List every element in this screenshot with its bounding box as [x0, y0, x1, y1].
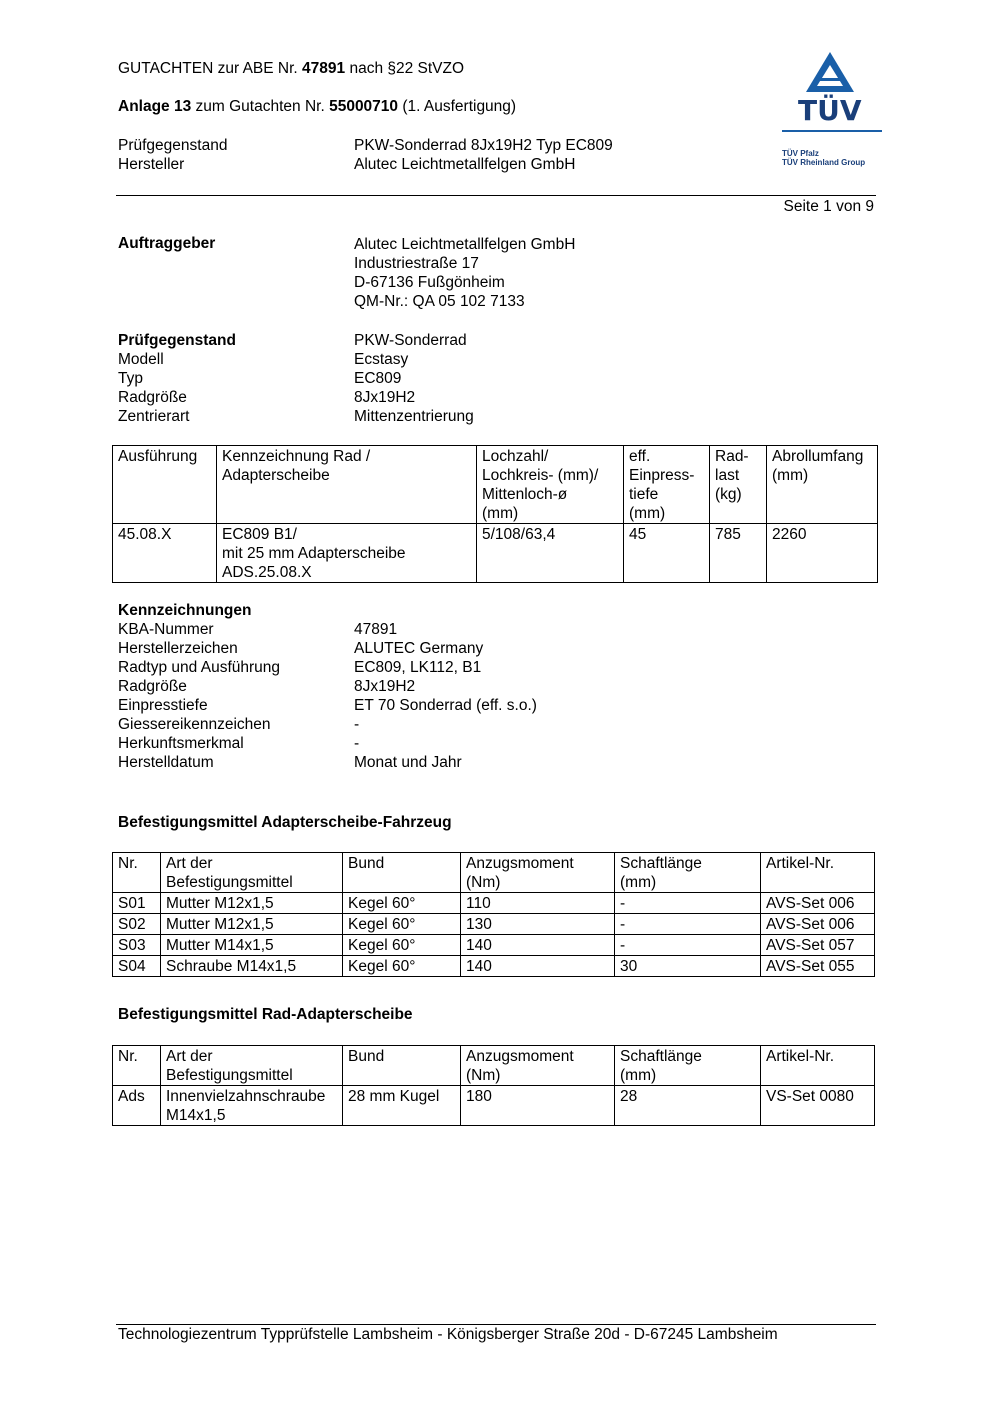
table-header-cell: Schaftlänge (mm): [615, 1046, 761, 1086]
field-value: -: [354, 716, 360, 733]
auftraggeber-address: [354, 235, 575, 311]
field-label: KBA-Nummer: [118, 621, 214, 638]
table-header-cell: Bund: [343, 853, 461, 893]
footer-address: Technologiezentrum Typprüfstelle Lambsheim - Königsberger Straße 20d - D-67245 Lambsheim: [118, 1326, 778, 1343]
table-header-cell: eff. Einpress- tiefe (mm): [624, 446, 710, 524]
table-header-cell: Kennzeichnung Rad / Adapterscheibe: [217, 446, 477, 524]
table-header-cell: Nr.: [113, 1046, 161, 1086]
logo-divider: [782, 130, 882, 132]
table-cell: Kegel 60°: [343, 935, 461, 956]
address-line: D-67136 Fußgönheim: [354, 274, 505, 291]
table-header-cell: Abrollumfang (mm): [767, 446, 878, 524]
table-cell: Kegel 60°: [343, 893, 461, 914]
pruefgegenstand-label: Prüfgegenstand: [118, 332, 236, 349]
field-value: 47891: [354, 621, 398, 638]
ausfuehrung-table: [112, 445, 878, 583]
table-cell: Mutter M12x1,5: [161, 914, 343, 935]
table-row: [113, 524, 878, 583]
address-line: Alutec Leichtmetallfelgen GmbH: [354, 236, 576, 253]
tuev-logo: [780, 48, 882, 172]
table-row: [113, 914, 875, 935]
table-cell: 180: [461, 1086, 615, 1126]
table-cell: 28 mm Kugel: [343, 1086, 461, 1126]
table-header-cell: Anzugsmoment (Nm): [461, 1046, 615, 1086]
table-cell: -: [615, 935, 761, 956]
header-divider: [116, 195, 876, 196]
table-cell: 140: [461, 935, 615, 956]
table-cell: 45.08.X: [113, 524, 217, 583]
kennzeichnungen-title: Kennzeichnungen: [118, 602, 252, 619]
table-header-cell: Artikel-Nr.: [761, 1046, 875, 1086]
table-header-cell: Nr.: [113, 853, 161, 893]
table-row: [113, 956, 875, 977]
field-label: Herstellerzeichen: [118, 640, 238, 657]
table-header-cell: Bund: [343, 1046, 461, 1086]
table-cell: S01: [113, 893, 161, 914]
header-hersteller-label: Hersteller: [118, 156, 185, 173]
document-title: GUTACHTEN zur ABE Nr. 47891 nach §22 StVZO: [118, 60, 465, 77]
table-cell: Kegel 60°: [343, 956, 461, 977]
table-cell: 140: [461, 956, 615, 977]
table-cell: S02: [113, 914, 161, 935]
table-header-cell: Schaftlänge (mm): [615, 853, 761, 893]
table-cell: AVS-Set 006: [761, 893, 875, 914]
table-cell: Mutter M14x1,5: [161, 935, 343, 956]
table-cell: -: [615, 893, 761, 914]
footer-divider: [116, 1324, 876, 1325]
attachment-line: Anlage 13 zum Gutachten Nr. 55000710 (1. Ausfertigung): [118, 98, 517, 115]
table-cell: Kegel 60°: [343, 914, 461, 935]
table-cell: 5/108/63,4: [477, 524, 624, 583]
table-cell: AVS-Set 006: [761, 914, 875, 935]
befestigung-rad-title: Befestigungsmittel Rad-Adapterscheibe: [118, 1006, 413, 1023]
table-cell: Ads: [113, 1086, 161, 1126]
field-label: Radtyp und Ausführung: [118, 659, 281, 676]
page-number: Seite 1 von 9: [783, 198, 874, 215]
table-header-cell: Art der Befestigungsmittel: [161, 1046, 343, 1086]
table-row: [113, 1086, 875, 1126]
field-value: Monat und Jahr: [354, 754, 462, 771]
table-header-cell: Art der Befestigungsmittel: [161, 853, 343, 893]
table-cell: EC809 B1/ mit 25 mm Adapterscheibe ADS.25.08.X: [217, 524, 477, 583]
table-cell: 785: [710, 524, 767, 583]
table-row: [113, 935, 875, 956]
table-cell: 130: [461, 914, 615, 935]
table-header-cell: Ausführung: [113, 446, 217, 524]
field-label: Modell: [118, 351, 164, 368]
table-cell: 45: [624, 524, 710, 583]
tuev-brand: TÜV: [798, 94, 862, 127]
table-header-row: [113, 853, 875, 893]
table-header-cell: Artikel-Nr.: [761, 853, 875, 893]
field-value: 8Jx19H2: [354, 678, 416, 695]
table-cell: 110: [461, 893, 615, 914]
tuev-line1: TÜV Pfalz: [782, 149, 819, 158]
table-cell: Innenvielzahnschraube M14x1,5: [161, 1086, 343, 1126]
befestigung-fahrzeug-title: Befestigungsmittel Adapterscheibe-Fahrzeug: [118, 814, 452, 831]
field-label: Einpresstiefe: [118, 697, 208, 714]
table-cell: Schraube M14x1,5: [161, 956, 343, 977]
table-row: [113, 893, 875, 914]
table-cell: -: [615, 914, 761, 935]
field-value: EC809, LK112, B1: [354, 659, 482, 676]
header-pruefgegenstand-value: PKW-Sonderrad 8Jx19H2 Typ EC809: [354, 137, 613, 154]
table-cell: 28: [615, 1086, 761, 1126]
field-value: ALUTEC Germany: [354, 640, 484, 657]
field-value: Ecstasy: [354, 351, 409, 368]
table-cell: S04: [113, 956, 161, 977]
field-label: Herstelldatum: [118, 754, 214, 771]
table-cell: 2260: [767, 524, 878, 583]
table-cell: Mutter M12x1,5: [161, 893, 343, 914]
field-label: Giessereikennzeichen: [118, 716, 271, 733]
field-value: Mittenzentrierung: [354, 408, 474, 425]
header-pruefgegenstand-label: Prüfgegenstand: [118, 137, 228, 154]
table-header-cell: Rad- last (kg): [710, 446, 767, 524]
auftraggeber-label: Auftraggeber: [118, 235, 216, 252]
field-value: 8Jx19H2: [354, 389, 416, 406]
table-cell: 30: [615, 956, 761, 977]
field-value: -: [354, 735, 360, 752]
pruefgegenstand-value: PKW-Sonderrad: [354, 332, 467, 349]
table-cell: AVS-Set 055: [761, 956, 875, 977]
header-hersteller-value: Alutec Leichtmetallfelgen GmbH: [354, 156, 576, 173]
befestigung-fahrzeug-table: [112, 852, 875, 977]
table-cell: S03: [113, 935, 161, 956]
tuev-line2: TÜV Rheinland Group: [782, 158, 866, 167]
field-label: Zentrierart: [118, 408, 190, 425]
field-label: Radgröße: [118, 389, 187, 406]
befestigung-rad-table: [112, 1045, 875, 1126]
address-line: Industriestraße 17: [354, 255, 479, 272]
field-label: Typ: [118, 370, 143, 387]
table-header-row: [113, 1046, 875, 1086]
table-cell: AVS-Set 057: [761, 935, 875, 956]
field-value: EC809: [354, 370, 402, 387]
field-label: Radgröße: [118, 678, 187, 695]
address-line: QM-Nr.: QA 05 102 7133: [354, 293, 525, 310]
table-header-cell: Lochzahl/ Lochkreis- (mm)/ Mittenloch-ø (mm): [477, 446, 624, 524]
field-label: Herkunftsmerkmal: [118, 735, 244, 752]
table-cell: VS-Set 0080: [761, 1086, 875, 1126]
table-header-row: [113, 446, 878, 524]
table-header-cell: Anzugsmoment (Nm): [461, 853, 615, 893]
field-value: ET 70 Sonderrad (eff. s.o.): [354, 697, 537, 714]
